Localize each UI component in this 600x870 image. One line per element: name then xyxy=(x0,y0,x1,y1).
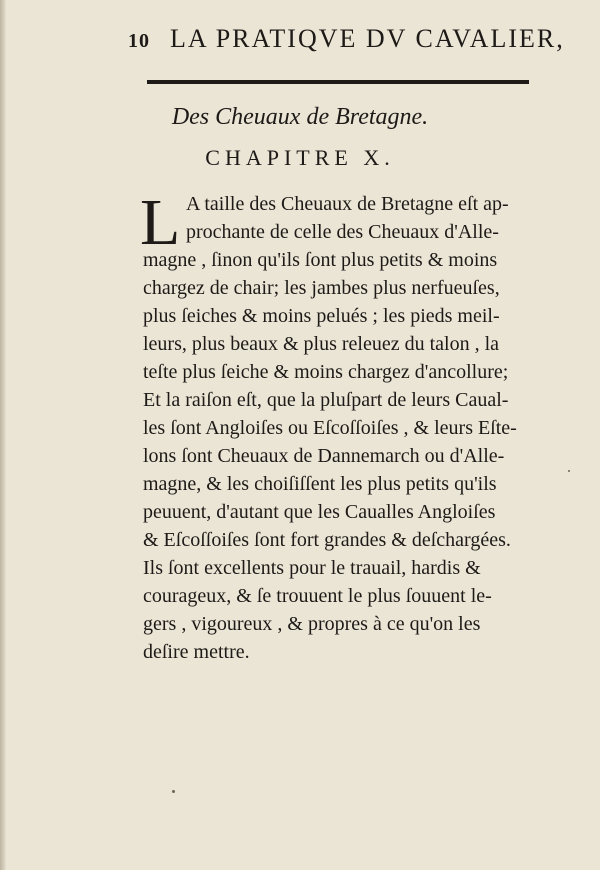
text-line: Ils ſont excellents pour le trauail, hardis & xyxy=(143,557,481,579)
drop-cap: L xyxy=(140,186,181,259)
text-line: courageux, & ſe trouuent le plus ſouuent le- xyxy=(143,585,492,607)
text-line: chargez de chair; les jambes plus nerfueuſes, xyxy=(143,277,500,299)
header-rule xyxy=(147,80,529,84)
text-line: teſte plus ſeiche & moins chargez d'ancollure; xyxy=(143,361,509,383)
text-line: les ſont Angloiſes ou Eſcoſſoiſes , & leurs Eſte- xyxy=(143,417,517,439)
page-number: 10 xyxy=(128,30,150,52)
paper-speck xyxy=(568,470,570,472)
text-line: plus ſeiches & moins pelués ; les pieds meil- xyxy=(143,305,500,327)
text-line: A taille des Cheuaux de Bretagne eſt ap- xyxy=(186,193,509,215)
text-line: magne , ſinon qu'ils ſont plus petits & moins xyxy=(143,249,498,271)
text-line: peuuent, d'autant que les Caualles Angloiſes xyxy=(143,501,496,523)
paper-speck xyxy=(172,790,175,793)
text-line: Et la raiſon eſt, que la pluſpart de leurs Caual- xyxy=(143,389,509,411)
text-line: & Eſcoſſoiſes ſont fort grandes & deſchargées. xyxy=(143,529,511,551)
text-line: gers , vigoureux , & propres à ce qu'on les xyxy=(143,613,481,635)
text-line: leurs, plus beaux & plus releuez du talon , la xyxy=(143,333,500,355)
text-line: deſire mettre. xyxy=(143,641,250,663)
text-line: lons ſont Cheuaux de Dannemarch ou d'Alle- xyxy=(143,445,505,467)
text-line: magne, & les choiſiſſent les plus petits qu'ils xyxy=(143,473,497,495)
chapter-heading: CHAPITRE X. xyxy=(205,145,395,170)
section-title: Des Cheuaux de Bretagne. xyxy=(171,104,429,130)
text-line: prochante de celle des Cheuaux d'Alle- xyxy=(186,221,499,243)
running-head xyxy=(123,18,563,58)
running-title: LA PRATIQVE DV CAVALIER, xyxy=(170,24,565,53)
